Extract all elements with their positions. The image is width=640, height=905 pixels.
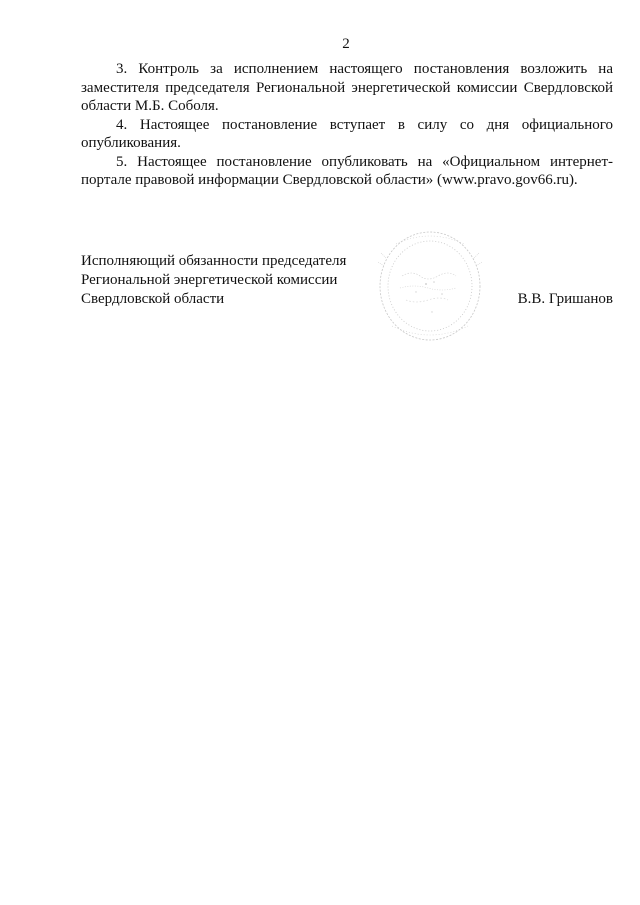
signatory-name: В.В. Гришанов [517,291,613,307]
signatory-position-line-1: Исполняющий обязанности председателя [81,253,347,269]
signature-block [81,252,613,312]
paragraph-3: 3. Контроль за исполнением настоящего постановления возложить на заместителя председателя Региональной энергетической комиссии Свердловской области М.Б. Соболя. [81,61,613,114]
paragraph-5: 5. Настоящее постановление опубликовать на «Официальном интернет-портале правовой информации Свердловской области» (www.pravo.gov66.ru). [81,153,613,188]
page-number: 2 [342,36,350,52]
paragraph-4: 4. Настоящее постановление вступает в силу со дня официального опубликования. [81,116,613,151]
signatory-position-line-2: Региональной энергетической комиссии [81,272,338,288]
signatory-position-line-3: Свердловской области [81,291,225,307]
signatory-position [81,252,381,309]
document-body [81,60,613,190]
